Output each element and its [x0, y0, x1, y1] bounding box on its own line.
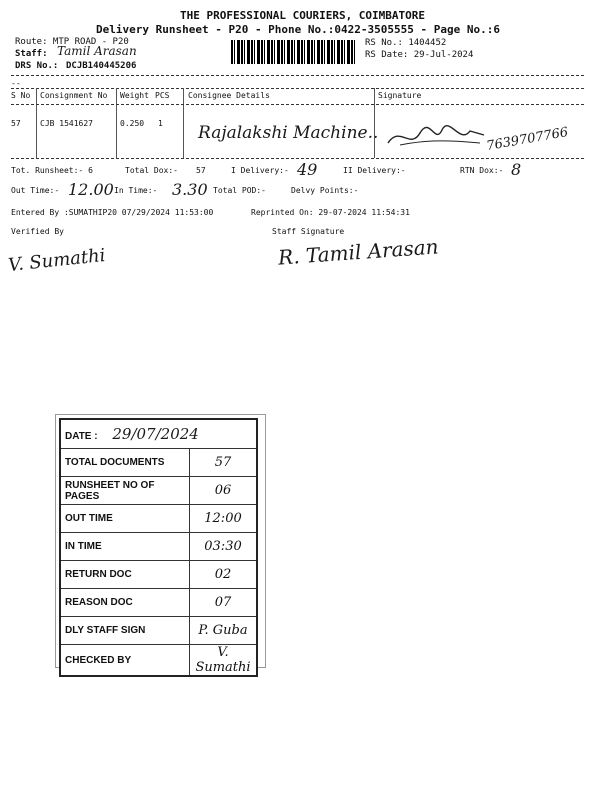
- stamp-value: 02: [190, 561, 258, 589]
- in-time-label: In Time:-: [114, 186, 158, 195]
- row-sno: 57: [11, 119, 21, 128]
- company-title: THE PROFESSIONAL COURIERS, COIMBATORE: [180, 9, 426, 22]
- stamp-row: [60, 533, 257, 561]
- verified-by-label: Verified By: [11, 227, 64, 236]
- header-separator: [11, 88, 584, 89]
- total-pod-label: Total POD:-: [213, 186, 266, 195]
- stamp-row: [60, 589, 257, 617]
- stamp-row: [60, 505, 257, 533]
- staff-label: Staff:: [15, 49, 48, 59]
- consignee-signature: [380, 115, 490, 155]
- stamp-value: V. Sumathi: [190, 645, 258, 677]
- stamp-label: IN TIME: [60, 533, 190, 561]
- stamp-label: RETURN DOC: [60, 561, 190, 589]
- stamp-date-row: [60, 419, 257, 449]
- row-weight: 0.250: [120, 119, 145, 128]
- stamp-label: OUT TIME: [60, 505, 190, 533]
- i-delivery-value: 49: [297, 160, 318, 179]
- total-dox-value: 57: [196, 166, 206, 175]
- col-header-consignee: Consignee Details: [188, 91, 270, 100]
- row-phone-handwritten: 7639707766: [485, 124, 570, 155]
- stamp-value: 12:00: [190, 505, 258, 533]
- col-header-signature: Signature: [378, 91, 422, 100]
- stamp-table: [59, 418, 258, 677]
- stamp-value: 03:30: [190, 533, 258, 561]
- separator-marks: --: [11, 79, 21, 88]
- rows-bottom-separator: [11, 158, 584, 159]
- stamp-value: 06: [190, 477, 258, 505]
- col-header-pcs: PCS: [155, 91, 170, 100]
- stamp-value: 07: [190, 589, 258, 617]
- in-time-value: 3.30: [172, 180, 208, 199]
- total-runsheet: Tot. Runsheet:- 6: [11, 166, 93, 175]
- runsheet-barcode: [231, 40, 357, 64]
- staff-signature-handwritten: Tamil Arasan: [57, 44, 137, 58]
- i-delivery-label: I Delivery:-: [231, 166, 289, 175]
- row-consignee-handwritten: Rajalakshi Machine..: [198, 123, 379, 143]
- stamp-row: [60, 617, 257, 645]
- drs-number: DCJB140445206: [66, 61, 137, 71]
- col-header-sno: S No: [11, 91, 31, 100]
- stamp-label: DLY STAFF SIGN: [60, 617, 190, 645]
- staff-signature-label: Staff Signature: [272, 227, 345, 236]
- col-divider: [116, 88, 117, 158]
- staff-signature-handwritten-footer: R. Tamil Arasan: [277, 234, 440, 270]
- stamp-date-label: DATE :: [65, 431, 98, 442]
- verified-by-signature: V. Sumathi: [7, 244, 107, 277]
- rs-date: RS Date: 29-Jul-2024: [365, 50, 474, 60]
- stamp-label: TOTAL DOCUMENTS: [60, 449, 190, 477]
- top-separator: [11, 75, 584, 76]
- stamp-row: [60, 561, 257, 589]
- rtn-dox-value: 8: [511, 160, 522, 179]
- reprinted-on: Reprinted On: 29-07-2024 11:54:31: [251, 208, 410, 217]
- route-label: Route: MTP ROAD - P20: [15, 37, 129, 47]
- stamp-value: 57: [190, 449, 258, 477]
- stamp-label: REASON DOC: [60, 589, 190, 617]
- stamp-value: P. Guba: [190, 617, 258, 645]
- rs-number: RS No.: 1404452: [365, 38, 447, 48]
- stamp-date-value: 29/07/2024: [112, 425, 199, 443]
- stamp-label: RUNSHEET NO OF PAGES: [60, 477, 190, 505]
- row-consignment: CJB 1541627: [40, 119, 93, 128]
- delivery-stamp: [59, 418, 269, 675]
- col-divider: [183, 88, 184, 158]
- rtn-dox-label: RTN Dox:-: [460, 166, 504, 175]
- total-dox-label: Total Dox:-: [125, 166, 178, 175]
- runsheet-subtitle: Delivery Runsheet - P20 - Phone No.:0422-3505555 - Page No.:6: [96, 23, 500, 36]
- row-pcs: 1: [158, 119, 163, 128]
- stamp-row: [60, 449, 257, 477]
- col-divider: [36, 88, 37, 158]
- out-time-value: 12.00: [68, 180, 114, 199]
- ii-delivery-label: II Delivery:-: [343, 166, 406, 175]
- entered-by: Entered By :SUMATHIP20 07/29/2024 11:53:00: [11, 208, 214, 217]
- stamp-label: CHECKED BY: [60, 645, 190, 677]
- stamp-row: [60, 477, 257, 505]
- header-bottom-separator: [11, 104, 584, 105]
- drs-label: DRS No.:: [15, 61, 59, 71]
- delvy-points-label: Delvy Points:-: [291, 186, 359, 195]
- col-header-consignment: Consignment No: [40, 91, 108, 100]
- stamp-date-cell: [60, 419, 257, 449]
- stamp-row: [60, 645, 257, 677]
- out-time-label: Out Time:-: [11, 186, 60, 195]
- col-header-weight: Weight: [120, 91, 149, 100]
